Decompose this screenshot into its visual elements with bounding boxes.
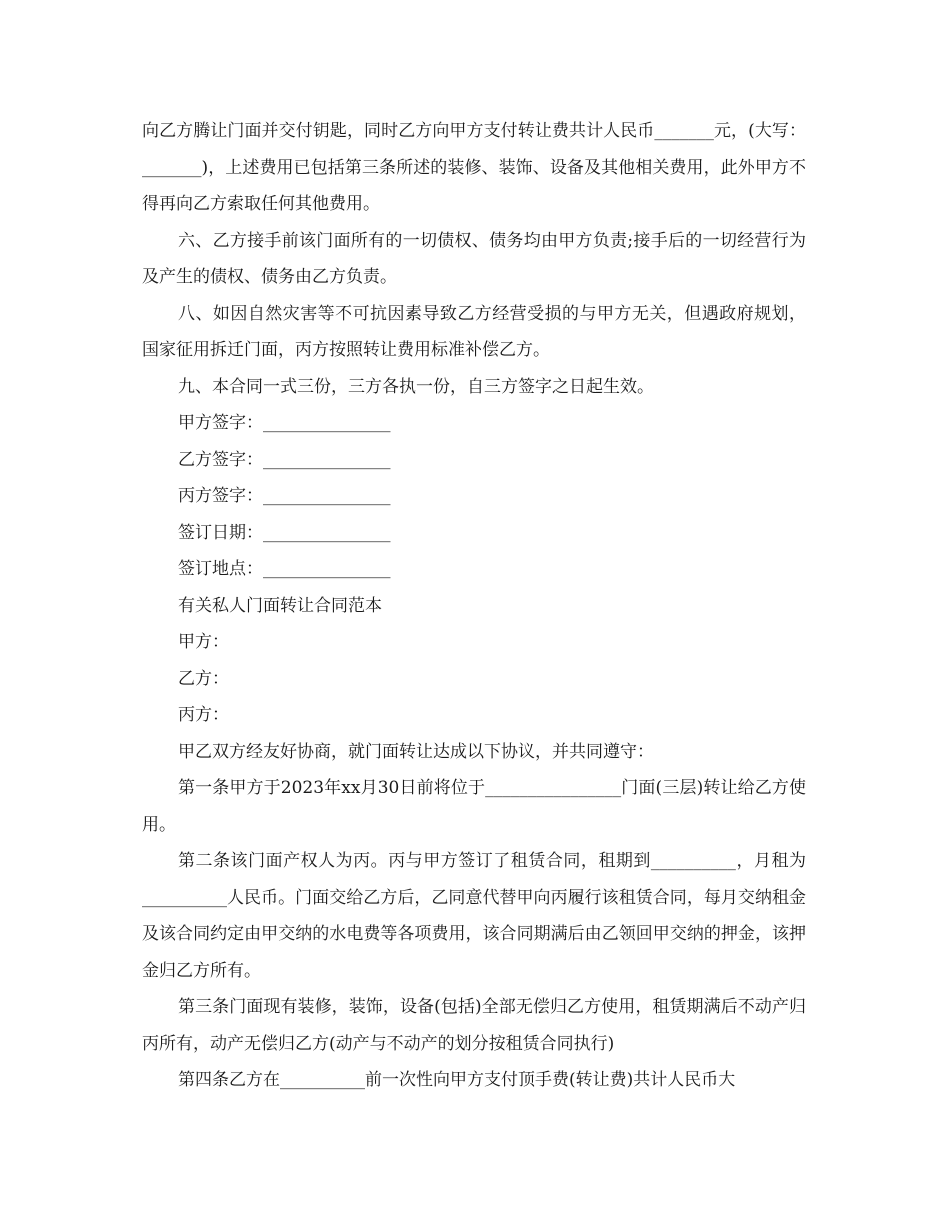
template-title: 有关私人门面转让合同范本	[178, 595, 382, 616]
article-four: 第四条乙方在__________前一次性向甲方支付顶手费(转让费)共计人民币大	[178, 1070, 736, 1090]
signing-date: 签订日期：_______________	[178, 522, 391, 543]
clause-eight: 八、如因自然灾害等不可抗因素导致乙方经营受损的与甲方无关，但遇政府规划，国家征用拆迁门面，丙方按照转让费用标准补偿乙方。	[142, 303, 806, 360]
signature-party-b: 乙方签字：_______________	[178, 449, 391, 470]
clause-nine: 九、本合同一式三份，三方各执一份，自三方签字之日起生效。	[178, 376, 654, 397]
signature-party-c: 丙方签字：_______________	[178, 486, 391, 506]
paragraph-payment-continuation: 向乙方腾让门面并交付钥匙，同时乙方向甲方支付转让费共计人民币_______元，(大写：_______)，上述费用已包括第三条所述的装修、装饰、设备及其他相关费用，此外甲方不得再向乙方索取任何其他费用。	[142, 121, 806, 214]
article-two: 第二条该门面产权人为丙。丙与甲方签订了租赁合同，租期到__________，月租为__________人民币。门面交给乙方后，乙同意代替甲向丙履行该租赁合同，每月交纳租金及该合同约定由甲交纳的水电费等各项费用，该合同期满后由乙领回甲交纳的押金，该押金归乙方所有。	[142, 851, 806, 981]
article-three: 第三条门面现有装修，装饰，设备(包括)全部无偿归乙方使用，租赁期满后不动产归丙所有，动产无偿归乙方(动产与不动产的划分按租赁合同执行)	[142, 997, 806, 1054]
agreement-intro: 甲乙双方经友好协商，就门面转让达成以下协议，并共同遵守：	[178, 741, 654, 762]
article-one: 第一条甲方于2023年xx月30日前将位于________________门面(三层)转让给乙方使用。	[142, 778, 806, 835]
party-a-label: 甲方：	[178, 632, 229, 652]
party-c-label: 丙方：	[178, 705, 229, 725]
signature-party-a: 甲方签字：_______________	[178, 413, 391, 433]
clause-six: 六、乙方接手前该门面所有的一切债权、债务均由甲方负责;接手后的一切经营行为及产生的债权、债务由乙方负责。	[142, 230, 806, 287]
document-body	[142, 113, 806, 1099]
party-b-label: 乙方：	[178, 668, 229, 689]
signing-place: 签订地点：_______________	[178, 559, 391, 579]
